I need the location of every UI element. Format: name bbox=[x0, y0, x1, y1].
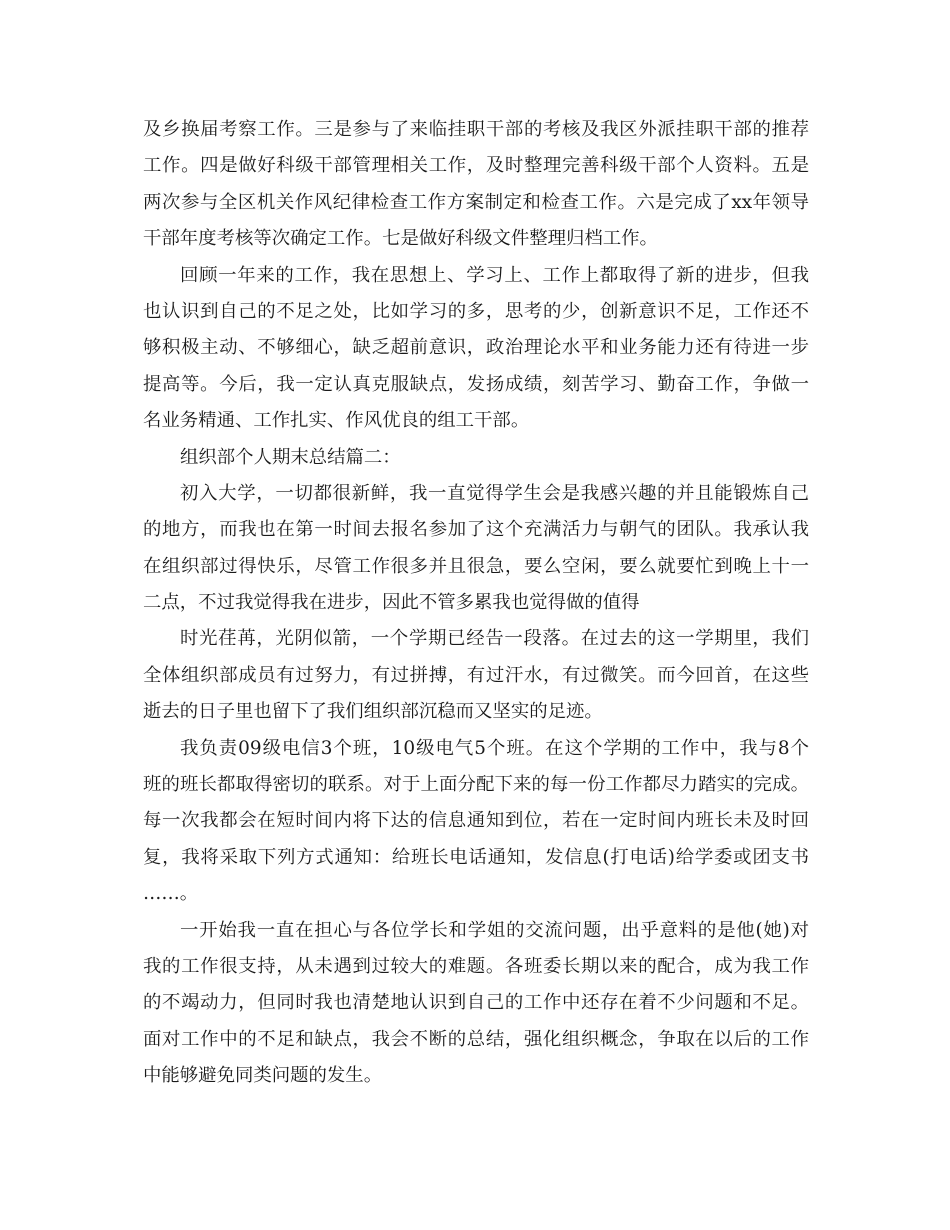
document-body bbox=[143, 112, 809, 1095]
text-line: 干部年度考核等次确定工作。七是做好科级文件整理归档工作。 bbox=[143, 228, 658, 250]
text-line: 复，我将采取下列方式通知：给班长电话通知，发信息(打电话)给学委或团支书 bbox=[143, 846, 809, 868]
text-line: ……。 bbox=[143, 883, 199, 905]
text-line: 的不竭动力，但同时我也清楚地认识到自己的工作中还存在着不少问题和不足。 bbox=[143, 992, 809, 1014]
text-line: 每一次我都会在短时间内将下达的信息通知到位，若在一定时间内班长未及时回 bbox=[143, 810, 809, 832]
paragraph bbox=[143, 913, 809, 1095]
text-line: 回顾一年来的工作，我在思想上、学习上、工作上都取得了新的进步，但我 bbox=[180, 264, 809, 286]
text-line: 提高等。今后，我一定认真克服缺点，发扬成绩，刻苦学习、勤奋工作，争做一 bbox=[143, 373, 809, 395]
text-line: 我负责09级电信3个班，10级电气5个班。在这个学期的工作中，我与8个 bbox=[180, 737, 809, 759]
text-line: 班的班长都取得密切的联系。对于上面分配下来的每一份工作都尽力踏实的完成。 bbox=[143, 774, 809, 796]
text-line: 面对工作中的不足和缺点，我会不断的总结，强化组织概念，争取在以后的工作 bbox=[143, 1028, 809, 1050]
text-line: 工作。四是做好科级干部管理相关工作，及时整理完善科级干部个人资料。五是 bbox=[143, 155, 809, 177]
text-line: 名业务精通、工作扎实、作风优良的组工干部。 bbox=[143, 410, 530, 432]
text-line: 也认识到自己的不足之处，比如学习的多，思考的少，创新意识不足，工作还不 bbox=[143, 300, 809, 322]
text-line: 中能够避免同类问题的发生。 bbox=[143, 1065, 383, 1087]
text-line: 逝去的日子里也留下了我们组织部沉稳而又坚实的足迹。 bbox=[143, 701, 603, 723]
text-line: 全体组织部成员有过努力，有过拼搏，有过汗水，有过微笑。而今回首，在这些 bbox=[143, 664, 809, 686]
text-line: 时光荏苒，光阴似箭，一个学期已经告一段落。在过去的这一学期里，我们 bbox=[180, 628, 809, 650]
paragraph bbox=[143, 476, 809, 622]
text-line: 我的工作很支持，从未遇到过较大的难题。各班委长期以来的配合，成为我工作 bbox=[143, 955, 809, 977]
text-line: 二点，不过我觉得我在进步，因此不管多累我也觉得做的值得 bbox=[143, 592, 640, 614]
text-line: 够积极主动、不够细心，缺乏超前意识，政治理论水平和业务能力还有待进一步 bbox=[143, 337, 809, 359]
text-line: 组织部个人期末总结篇二： bbox=[180, 446, 401, 468]
paragraph bbox=[143, 621, 809, 730]
paragraph bbox=[143, 258, 809, 440]
paragraph bbox=[143, 112, 809, 258]
text-line: 在组织部过得快乐，尽管工作很多并且很急，要么空闲，要么就要忙到晚上十一 bbox=[143, 555, 809, 577]
text-line: 的地方，而我也在第一时间去报名参加了这个充满活力与朝气的团队。我承认我 bbox=[143, 519, 809, 541]
paragraph bbox=[143, 440, 809, 476]
text-line: 及乡换届考察工作。三是参与了来临挂职干部的考核及我区外派挂职干部的推荐 bbox=[143, 119, 809, 140]
text-line: 初入大学，一切都很新鲜，我一直觉得学生会是我感兴趣的并且能锻炼自己 bbox=[180, 482, 809, 504]
text-line: 一开始我一直在担心与各位学长和学姐的交流问题，出乎意料的是他(她)对 bbox=[180, 919, 809, 941]
paragraph bbox=[143, 731, 809, 913]
text-line: 两次参与全区机关作风纪律检查工作方案制定和检查工作。六是完成了xx年领导 bbox=[143, 191, 809, 213]
